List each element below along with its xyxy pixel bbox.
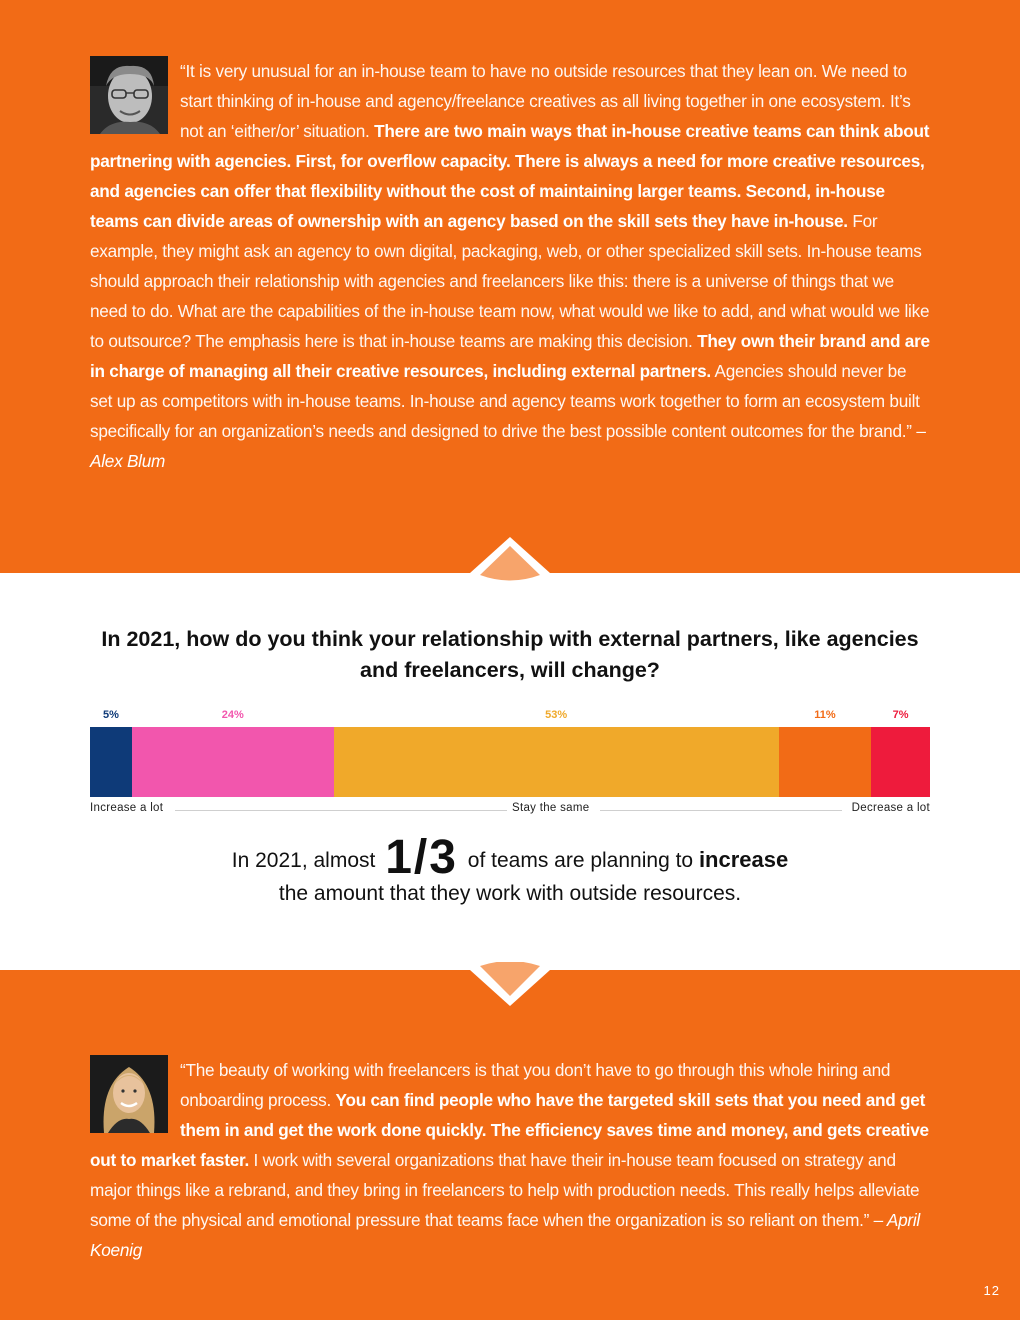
scale-label-same: Stay the same xyxy=(512,802,590,814)
quote-april-koenig xyxy=(90,1055,932,1265)
bar-label-3: 11% xyxy=(814,709,836,721)
stacked-bar-chart xyxy=(90,706,930,816)
stat-fraction: 1/3 xyxy=(385,831,458,884)
stat-line2: the amount that they work with outside resources. xyxy=(278,882,742,905)
scale-line-right xyxy=(600,810,842,811)
survey-question: In 2021, how do you think your relationship with external partners, like agencies and freelancers, will change? xyxy=(101,627,919,682)
quote1-text-4: They own their brand and are in charge of managing all their creative resources, including external partners. xyxy=(90,331,930,381)
quote1-text-5: Agencies should never be set up as competitors with in-house teams. In-house and agency teams work together to form an ecosystem built specifically for an organization’s needs and designed to drive the best possible content outcomes for the brand.” xyxy=(90,361,920,441)
bar-segment-2 xyxy=(334,727,779,797)
key-stat xyxy=(90,831,930,910)
quote2-text-1: “The beauty of working with freelancers is that you don’t have to go through this whole hiring and onboarding process. xyxy=(180,1060,891,1110)
quote2-author: – April Koenig xyxy=(90,1210,921,1260)
scale-line-left xyxy=(175,810,507,811)
quote1-text-1: “It is very unusual for an in-house team to have no outside resources that they lean on. We need to start thinking of in-house and agency/freelance creatives as all living together in one ecosystem. It’s not an ‘either/or’ situation. xyxy=(180,61,911,141)
page-number: 12 xyxy=(983,1283,1000,1298)
portrait-photo-april-koenig xyxy=(90,1055,168,1133)
bar-label-0: 5% xyxy=(103,709,119,721)
quote2-text-2: You can find people who have the targeted skill sets that you need and get them in and get the work done quickly. The efficiency saves time and money, and gets creative out to market faster. xyxy=(90,1090,929,1170)
quote2-text-3: I work with several organizations that have their in-house team focused on strategy and major things like a rebrand, and they bring in freelancers to help with production needs. This really helps alleviate some of the physical and emotional pressure that teams face when the organization is so reliant on them.” xyxy=(90,1150,920,1230)
bar-segment-1 xyxy=(132,727,334,797)
scale-axis xyxy=(90,802,930,818)
bar-segment-0 xyxy=(90,727,132,797)
chevron-down-icon xyxy=(470,962,550,1012)
scale-label-decrease: Decrease a lot xyxy=(851,802,930,814)
chevron-down-icon xyxy=(470,532,550,582)
bar-label-4: 7% xyxy=(892,709,909,721)
bar-label-2: 53% xyxy=(545,709,568,721)
quote1-text-3: For example, they might ask an agency to own digital, packaging, web, or other specialized skill sets. In-house teams should approach their relationship with agencies and freelancers like this: there is a universe of things that we need to do. What are the capabilities of the in-house team now, what would we like to add, and what would we like to outsource? The emphasis here is that in-house teams are making this decision. xyxy=(90,211,930,351)
scale-label-increase: Increase a lot xyxy=(90,802,164,814)
stat-middle: of teams are planning to xyxy=(467,849,694,872)
stacked-bar xyxy=(90,727,930,797)
bar-segment-4 xyxy=(871,727,930,797)
quote1-text-2: There are two main ways that in-house creative teams can think about partnering with agencies. First, for overflow capacity. There is always a need for more creative resources, and agencies can offer that flexibility without the cost of maintaining larger teams. Second, in-house teams can divide areas of ownership with an agency based on the skill sets they have in-house. xyxy=(90,121,930,231)
bar-label-1: 24% xyxy=(221,709,244,721)
quote1-author: – Alex Blum xyxy=(90,421,926,471)
stat-prefix: In 2021, almost xyxy=(231,849,376,872)
bar-segment-3 xyxy=(779,727,871,797)
quote-alex-blum xyxy=(90,56,932,476)
stat-emphasis: increase xyxy=(698,847,789,872)
portrait-photo-alex-blum xyxy=(90,56,168,134)
